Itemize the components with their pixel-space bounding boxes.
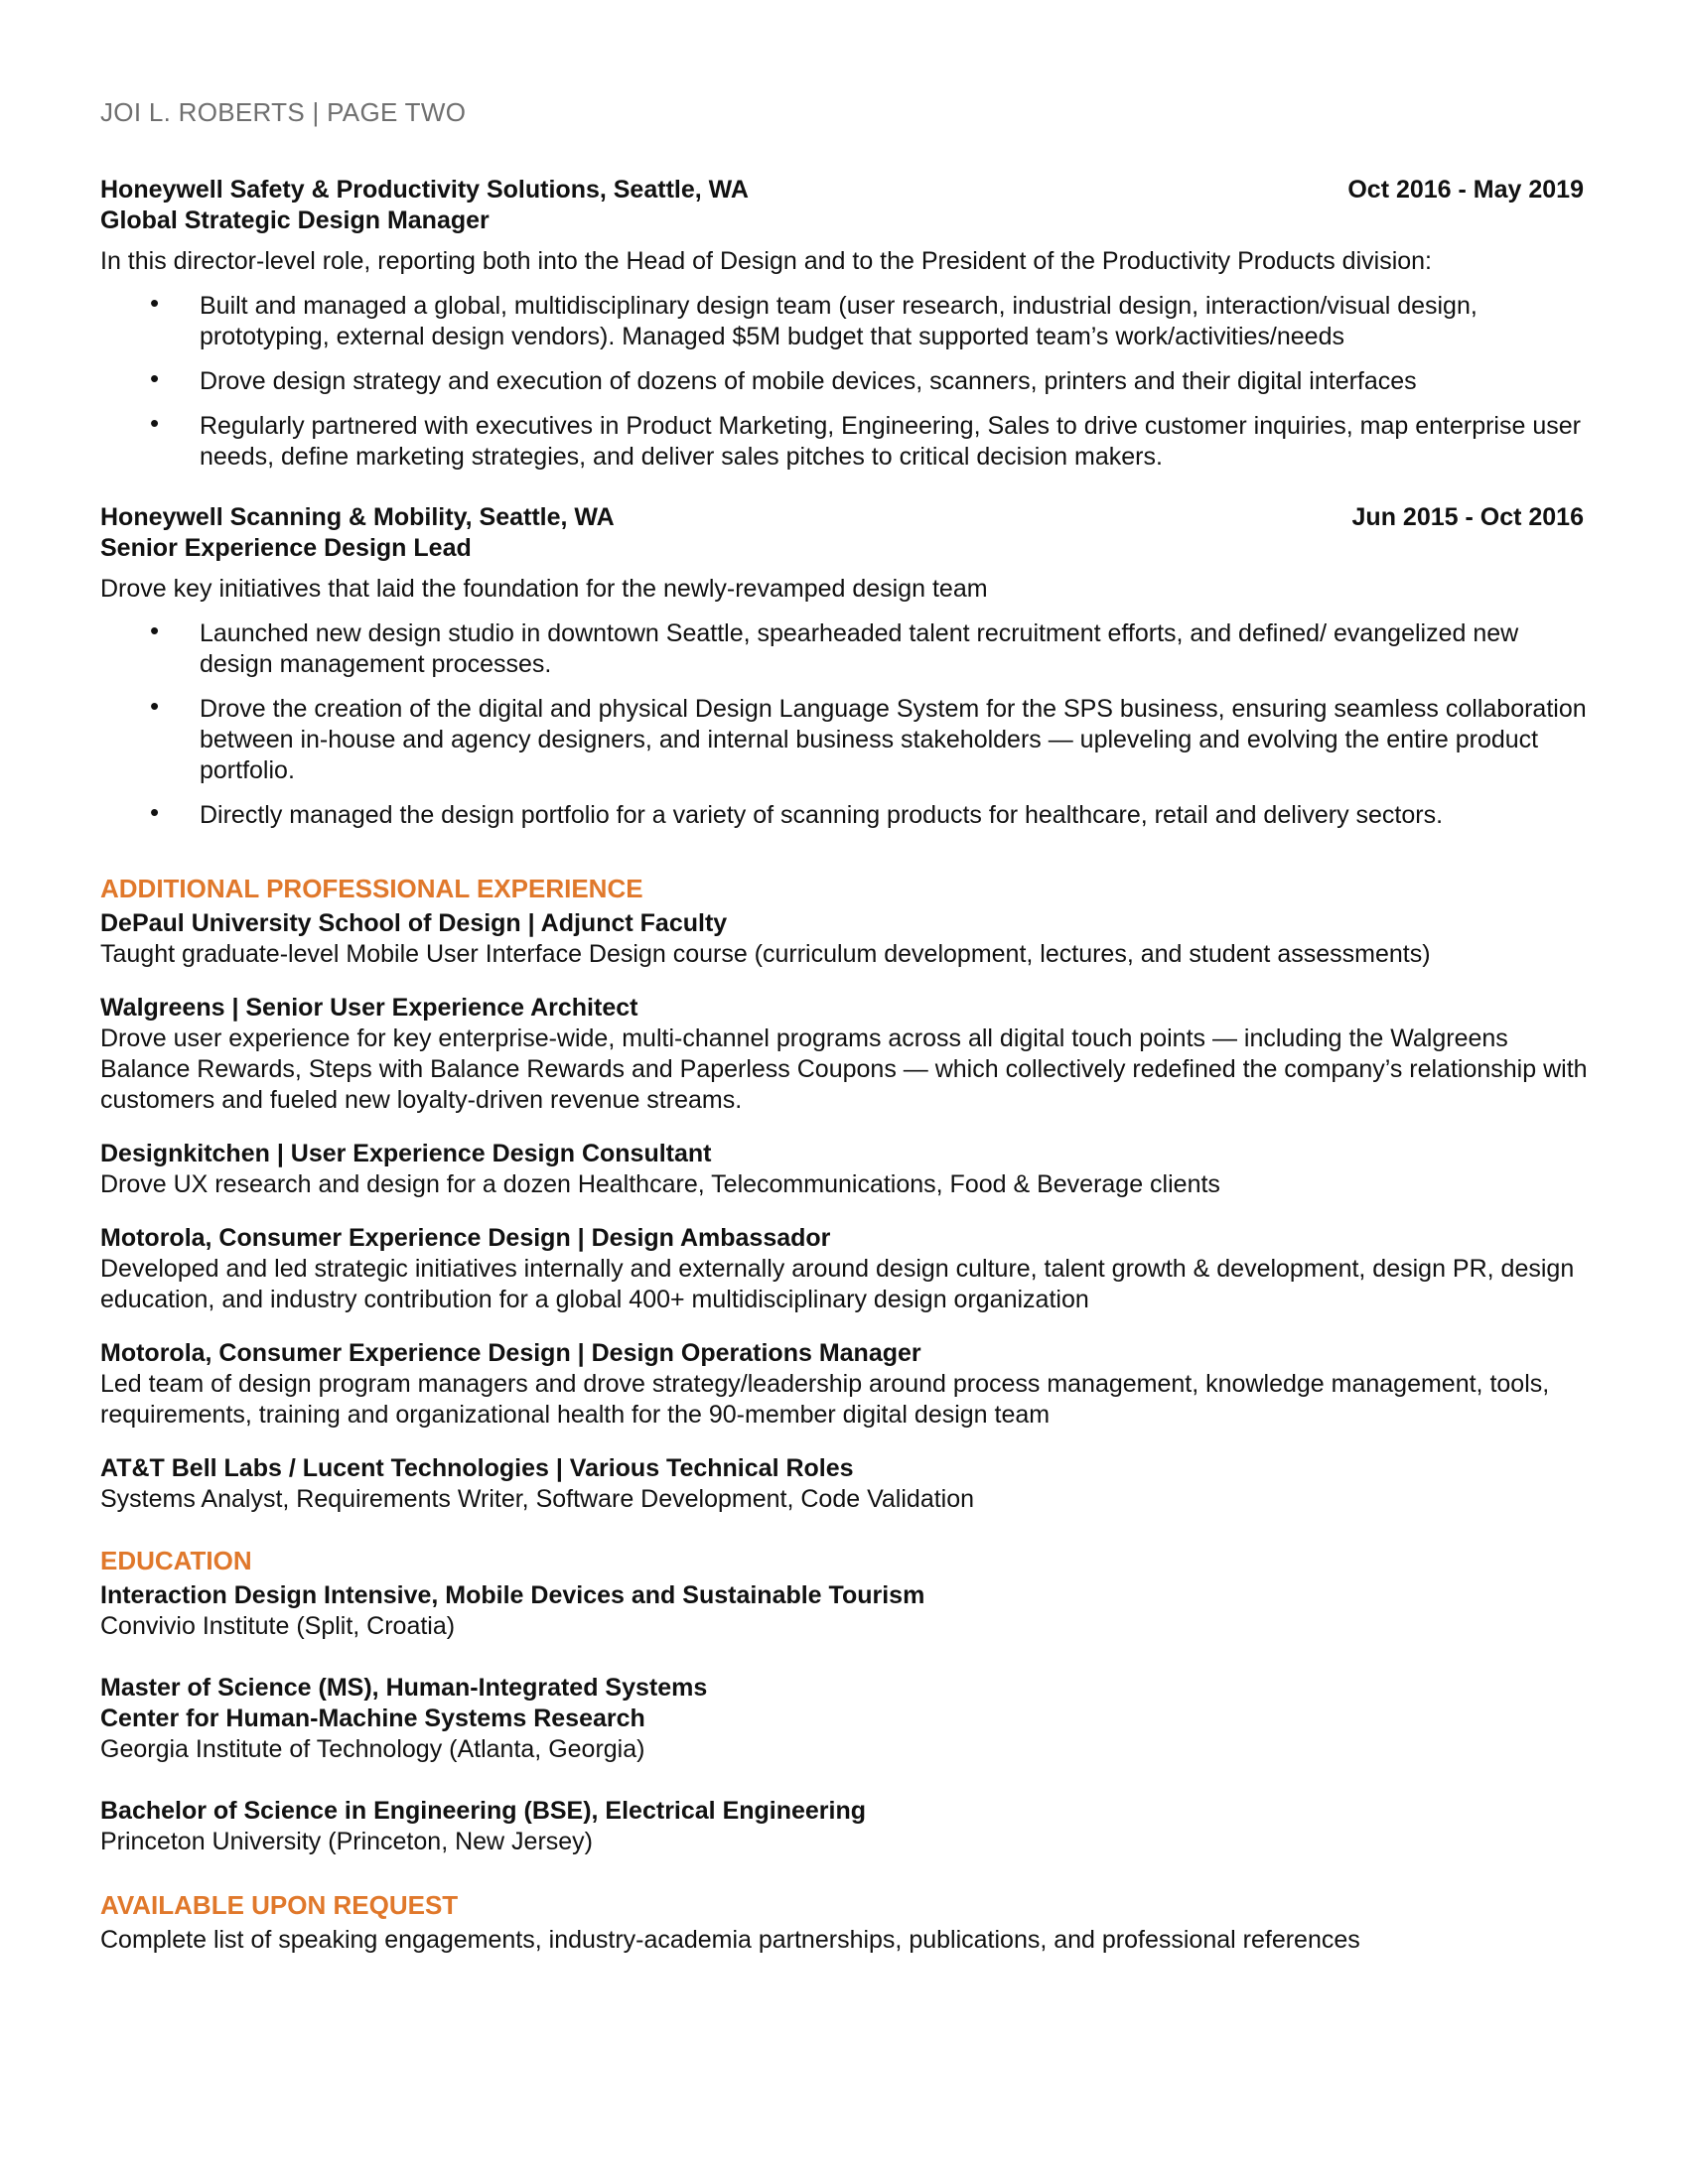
running-header: JOI L. ROBERTS | PAGE TWO <box>100 97 467 127</box>
job-entry <box>100 502 1590 831</box>
entry-body: Systems Analyst, Requirements Writer, Software Development, Code Validation <box>100 1485 975 1513</box>
job-title: Global Strategic Design Manager <box>100 206 490 234</box>
experience-entry <box>100 1223 1590 1315</box>
school-line: Georgia Institute of Technology (Atlanta, Georgia) <box>100 1735 645 1763</box>
job-header <box>100 502 1584 533</box>
entry-heading: Motorola, Consumer Experience Design | Design Ambassador <box>100 1224 831 1252</box>
job-company: Honeywell Scanning & Mobility, Seattle, WA <box>100 503 615 531</box>
entry-heading: Walgreens | Senior User Experience Architect <box>100 994 638 1022</box>
education-entry <box>100 1580 1590 1642</box>
education-entry <box>100 1796 1590 1857</box>
degree-line: Interaction Design Intensive, Mobile Devices and Sustainable Tourism <box>100 1581 925 1609</box>
entry-body: Drove user experience for key enterprise-wide, multi-channel programs across all digital touch points — including the Walgreens Balance Rewards, Steps with Balance Rewards and Paperless Coupons — which collectively redefined the company’s relationship with customers and fueled new loyalty-driven revenue streams. <box>100 1024 1588 1114</box>
bullet-item: • Built and managed a global, multidisciplinary design team (user research, industrial design, interaction/visual design, prototyping, external design vendors). Managed $5M budget that supported team’s work/activities/needs <box>100 291 1590 352</box>
bullet-item: • Directly managed the design portfolio for a variety of scanning products for healthcare, retail and delivery sectors. <box>100 800 1590 831</box>
school-line: Princeton University (Princeton, New Jersey) <box>100 1828 593 1855</box>
entry-body: Taught graduate-level Mobile User Interface Design course (curriculum development, lectures, and student assessments) <box>100 940 1431 968</box>
job-intro: In this director-level role, reporting both into the Head of Design and to the President of the Productivity Products division: <box>100 247 1433 275</box>
job-bullets <box>100 291 1590 473</box>
experience-entry <box>100 908 1590 970</box>
job-dates: Jun 2015 - Oct 2016 <box>1351 503 1584 531</box>
school-line: Convivio Institute (Split, Croatia) <box>100 1612 456 1640</box>
section-heading-education: EDUCATION <box>100 1546 252 1575</box>
entry-body: Drove UX research and design for a dozen Healthcare, Telecommunications, Food & Beverage clients <box>100 1170 1220 1198</box>
request-body: Complete list of speaking engagements, industry-academia partnerships, publications, and professional references <box>100 1926 1360 1954</box>
job-header <box>100 175 1584 205</box>
job-bullets <box>100 618 1590 831</box>
bullet-item: • Launched new design studio in downtown Seattle, spearheaded talent recruitment efforts, and defined/ evangelized new design management processes. <box>100 618 1590 680</box>
entry-heading: Designkitchen | User Experience Design Consultant <box>100 1140 712 1167</box>
entry-heading: AT&T Bell Labs / Lucent Technologies | Various Technical Roles <box>100 1454 854 1482</box>
experience-entry <box>100 993 1590 1116</box>
job-title: Senior Experience Design Lead <box>100 534 472 562</box>
bullet-item: • Regularly partnered with executives in Product Marketing, Engineering, Sales to drive customer inquiries, map enterprise user needs, define marketing strategies, and deliver sales pitches to critical decision makers. <box>100 411 1590 473</box>
experience-entry <box>100 1338 1590 1431</box>
resume-page <box>100 95 1590 1956</box>
job-dates: Oct 2016 - May 2019 <box>1347 176 1584 204</box>
entry-body: Led team of design program managers and drove strategy/leadership around process management, knowledge management, tools, requirements, training and organizational health for the 90-member digital design team <box>100 1370 1550 1429</box>
section-heading-request: AVAILABLE UPON REQUEST <box>100 1890 459 1920</box>
job-entry <box>100 175 1590 473</box>
bullet-item: • Drove the creation of the digital and physical Design Language System for the SPS business, ensuring seamless collaboration between in-house and agency designers, and internal business stakeholders — upleveling and evolving the entire product portfolio. <box>100 694 1590 786</box>
bullet-item: • Drove design strategy and execution of dozens of mobile devices, scanners, printers and their digital interfaces <box>100 366 1590 397</box>
degree-line: Bachelor of Science in Engineering (BSE), Electrical Engineering <box>100 1797 867 1825</box>
entry-heading: Motorola, Consumer Experience Design | Design Operations Manager <box>100 1339 921 1367</box>
degree-line: Master of Science (MS), Human-Integrated Systems <box>100 1674 708 1702</box>
education-entry <box>100 1673 1590 1765</box>
experience-entry <box>100 1139 1590 1200</box>
experience-entry <box>100 1453 1590 1515</box>
program-line: Center for Human-Machine Systems Research <box>100 1705 645 1732</box>
job-intro: Drove key initiatives that laid the foundation for the newly-revamped design team <box>100 575 988 603</box>
entry-heading: DePaul University School of Design | Adjunct Faculty <box>100 909 728 937</box>
job-company: Honeywell Safety & Productivity Solutions, Seattle, WA <box>100 176 749 204</box>
entry-body: Developed and led strategic initiatives internally and externally around design culture, talent growth & development, design PR, design education, and industry contribution for a global 400+ multidisciplinary design organization <box>100 1255 1575 1313</box>
section-heading-additional: ADDITIONAL PROFESSIONAL EXPERIENCE <box>100 874 643 903</box>
